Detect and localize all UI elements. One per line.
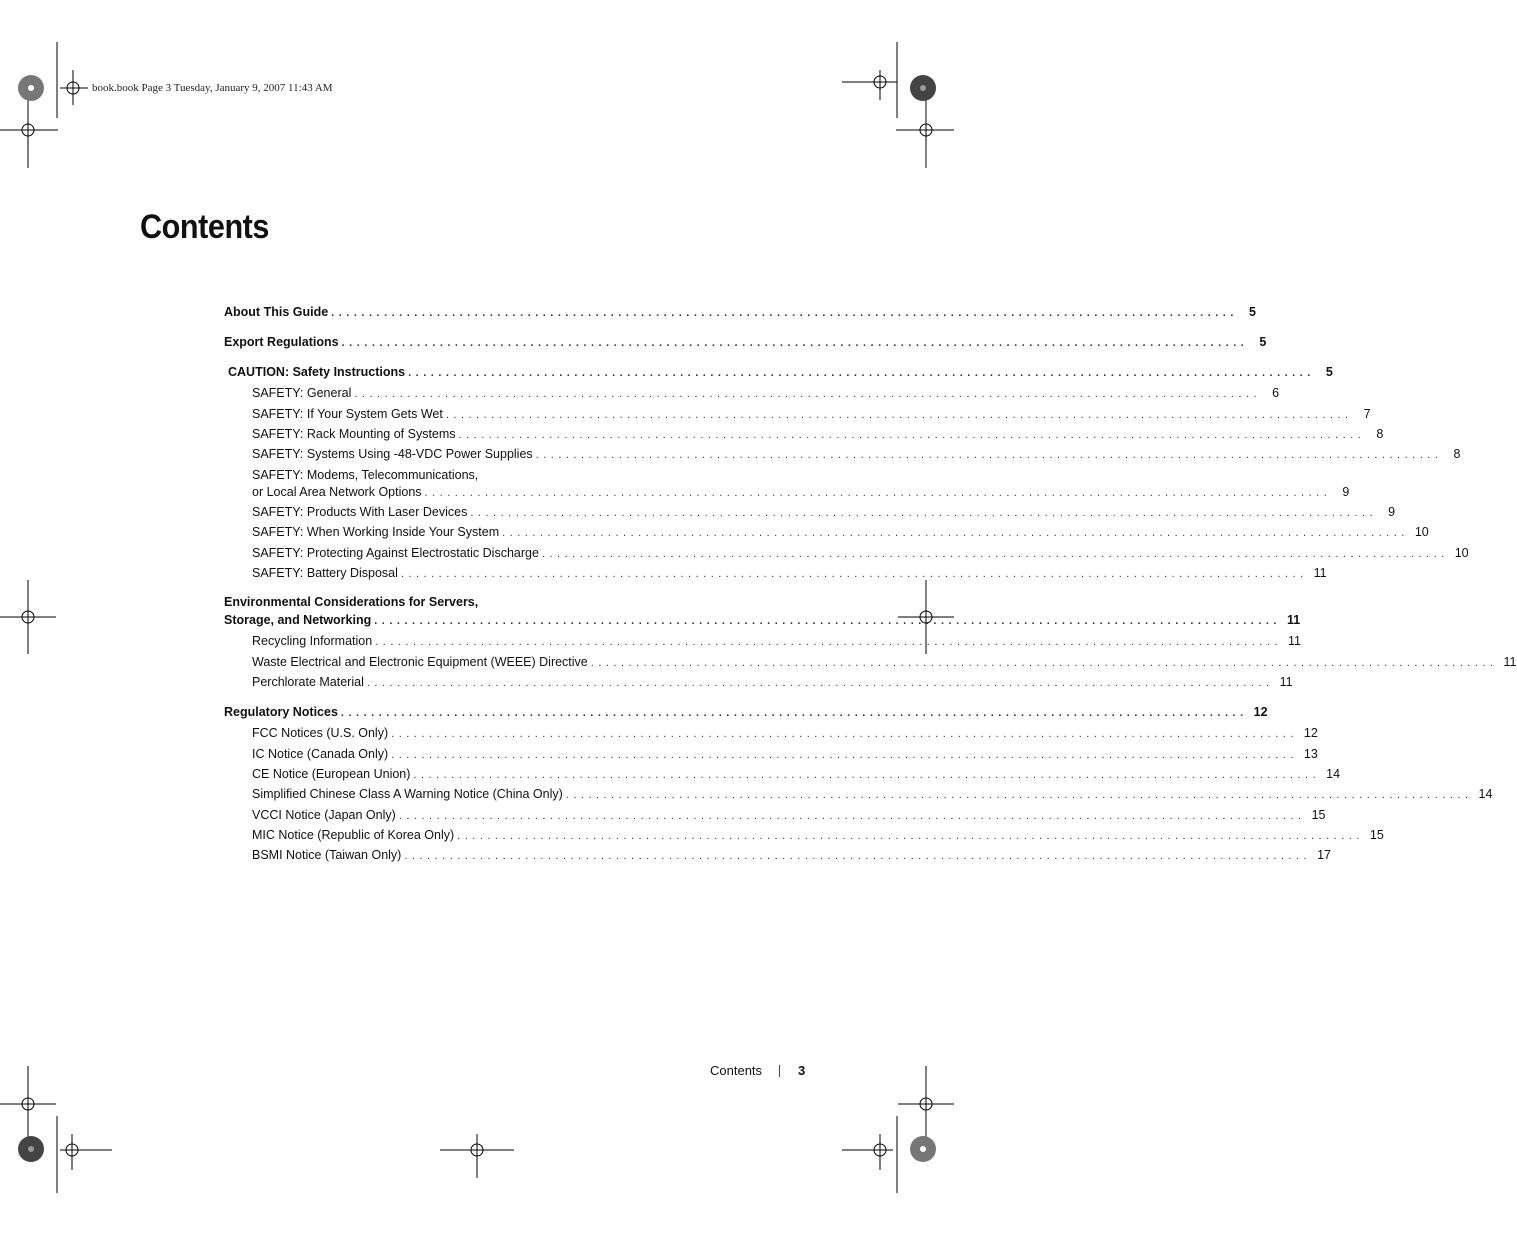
dot-leader: ........................................................................................................................ — [340, 707, 1248, 719]
toc-entry[interactable] — [252, 827, 1384, 844]
page-title: Contents — [140, 208, 269, 246]
toc-entry-label: SAFETY: Rack Mounting of Systems — [252, 427, 456, 441]
toc-entry[interactable] — [252, 385, 1280, 402]
toc-entry-page: 9 — [1342, 485, 1350, 499]
registration-mark — [18, 1136, 44, 1162]
dot-leader: ........................................................................................................................ — [391, 749, 1298, 761]
registration-mark — [910, 75, 936, 101]
footer-label: Contents — [710, 1063, 763, 1078]
toc-entry-page: 11 — [1279, 675, 1293, 689]
toc-entry-label: SAFETY: Products With Laser Devices — [252, 505, 468, 519]
dot-leader: ........................................................................................................................ — [470, 507, 1378, 519]
toc-entry-page: 17 — [1317, 848, 1332, 862]
toc-entry-page: 11 — [1503, 655, 1517, 669]
toc-entry[interactable] — [224, 612, 1301, 629]
toc-entry-page: 11 — [1287, 613, 1301, 627]
dot-leader: ........................................................................................................................ — [502, 527, 1409, 539]
toc-entry[interactable] — [224, 334, 1267, 351]
toc-entry-page: 7 — [1363, 407, 1371, 421]
dot-leader: ........................................................................................................................ — [398, 810, 1306, 822]
toc-entry[interactable] — [252, 786, 1493, 803]
toc-entry-page: 10 — [1454, 546, 1469, 560]
dot-leader: ........................................................................................................................ — [408, 367, 1315, 379]
toc-entry-label: Storage, and Networking — [224, 613, 372, 627]
toc-entry[interactable] — [252, 674, 1293, 691]
toc-entry-page: 5 — [1259, 335, 1267, 349]
toc-entry[interactable] — [252, 545, 1469, 562]
toc-entry-label: SAFETY: General — [252, 386, 352, 400]
toc-entry[interactable] — [252, 807, 1326, 824]
toc-entry-page: 10 — [1414, 525, 1429, 539]
toc-entry[interactable] — [252, 847, 1332, 864]
toc-entry-page: 12 — [1303, 726, 1318, 740]
toc-entry-label: IC Notice (Canada Only) — [252, 747, 389, 761]
registration-mark — [910, 1136, 936, 1162]
toc-entry-page: 12 — [1253, 705, 1268, 719]
dot-leader: ........................................................................................................................ — [374, 615, 1281, 627]
toc-entry[interactable] — [252, 633, 1301, 650]
toc-entry-page: 14 — [1478, 787, 1493, 801]
dot-leader: ........................................................................................................................ — [541, 548, 1449, 560]
dot-leader: ........................................................................................................................ — [391, 728, 1298, 740]
toc-entry-label: Export Regulations — [224, 335, 339, 349]
toc-entry-label: Regulatory Notices — [224, 705, 338, 719]
toc-entry[interactable] — [224, 704, 1268, 721]
toc-entry-label-line1: SAFETY: Modems, Telecommunications, — [252, 468, 479, 482]
toc-entry[interactable] — [252, 725, 1318, 742]
dot-leader: ........................................................................................................................ — [404, 850, 1312, 862]
toc-entry-page: 15 — [1311, 808, 1326, 822]
dot-leader: ........................................................................................................................ — [400, 568, 1308, 580]
toc-entry-page: 8 — [1376, 427, 1384, 441]
toc-entry-label: CAUTION: Safety Instructions — [228, 365, 406, 379]
toc-entry-label: Waste Electrical and Electronic Equipment (WEEE) Directive — [252, 655, 588, 669]
dot-leader: ........................................................................................................................ — [458, 429, 1366, 441]
toc-entry[interactable] — [252, 524, 1429, 541]
header-stamp: book.book Page 3 Tuesday, January 9, 2007 11:43 AM — [92, 82, 333, 94]
toc-entry[interactable] — [252, 565, 1327, 582]
toc-entry-page: 11 — [1313, 566, 1327, 580]
toc-entry-page: 13 — [1303, 747, 1318, 761]
dot-leader: ........................................................................................................................ — [354, 388, 1262, 400]
toc-entry[interactable] — [252, 484, 1350, 501]
toc-entry-label-line1: Environmental Considerations for Servers, — [224, 595, 479, 609]
toc-entry-page: 14 — [1326, 767, 1341, 781]
toc-entry-page: 11 — [1287, 634, 1301, 648]
toc-entry-label: SAFETY: When Working Inside Your System — [252, 525, 500, 539]
toc-entry-label: Recycling Information — [252, 634, 373, 648]
toc-entry-page: 8 — [1453, 447, 1461, 461]
toc-entry-label: SAFETY: Systems Using -48-VDC Power Supplies — [252, 447, 533, 461]
toc-entry-label: SAFETY: If Your System Gets Wet — [252, 407, 443, 421]
toc-entry-label: Simplified Chinese Class A Warning Notice (China Only) — [252, 787, 563, 801]
toc-entry-label: or Local Area Network Options — [252, 485, 422, 499]
dot-leader: ........................................................................................................................ — [413, 769, 1321, 781]
toc-entry-page: 15 — [1369, 828, 1384, 842]
toc-entry[interactable] — [252, 746, 1318, 763]
dot-leader: ........................................................................................................................ — [341, 337, 1249, 349]
toc-entry[interactable] — [252, 766, 1341, 783]
dot-leader: ........................................................................................................................ — [375, 636, 1282, 648]
toc-entry-label: VCCI Notice (Japan Only) — [252, 808, 396, 822]
toc-entry-label: SAFETY: Battery Disposal — [252, 566, 398, 580]
toc-entry[interactable] — [252, 446, 1461, 463]
toc-entry[interactable] — [228, 364, 1333, 381]
toc-entry-label: MIC Notice (Republic of Korea Only) — [252, 828, 455, 842]
toc-entry[interactable] — [224, 304, 1256, 321]
registration-mark — [18, 75, 44, 101]
toc-entry[interactable] — [252, 504, 1396, 521]
footer-divider — [779, 1065, 780, 1077]
toc-entry-label: BSMI Notice (Taiwan Only) — [252, 848, 402, 862]
toc-entry[interactable] — [252, 654, 1517, 671]
dot-leader: ........................................................................................................................ — [424, 487, 1332, 499]
toc-entry-label: Perchlorate Material — [252, 675, 364, 689]
toc-entry[interactable] — [252, 406, 1371, 423]
toc-entry-page: 9 — [1388, 505, 1396, 519]
toc-entry-label: About This Guide — [224, 305, 329, 319]
toc-entry[interactable] — [252, 426, 1384, 443]
dot-leader: ........................................................................................................................ — [457, 830, 1364, 842]
dot-leader: ........................................................................................................................ — [590, 657, 1498, 669]
dot-leader: ........................................................................................................................ — [366, 677, 1274, 689]
dot-leader: ........................................................................................................................ — [565, 789, 1473, 801]
toc-entry-page: 5 — [1325, 365, 1333, 379]
dot-leader: ........................................................................................................................ — [535, 449, 1443, 461]
dot-leader: ........................................................................................................................ — [445, 409, 1353, 421]
dot-leader: ........................................................................................................................ — [331, 307, 1238, 319]
toc-entry-label: FCC Notices (U.S. Only) — [252, 726, 389, 740]
toc-entry-page: 5 — [1248, 305, 1256, 319]
footer-page-number: 3 — [798, 1063, 806, 1078]
toc-entry-label: SAFETY: Protecting Against Electrostatic Discharge — [252, 546, 539, 560]
toc-entry-page: 6 — [1272, 386, 1280, 400]
toc-entry-label: CE Notice (European Union) — [252, 767, 411, 781]
